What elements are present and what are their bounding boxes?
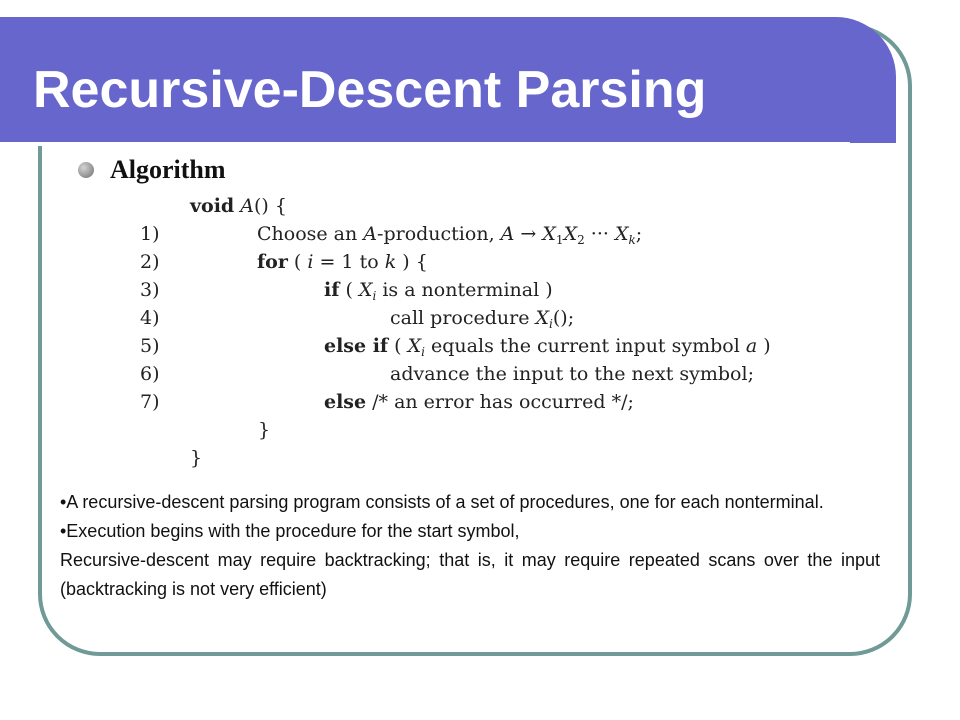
code-line-1: Choose an A-production, $A \to X_1X_2$ ··· $X_k$; xyxy=(257,223,643,247)
line-number-2: 2) xyxy=(140,251,160,273)
code-line-3: if ( $X_i$ is a nonterminal ) xyxy=(324,279,553,303)
note-1: •A recursive-descent parsing program consists of a set of procedures, one for each nonterminal. xyxy=(60,492,824,512)
note-2: •Execution begins with the procedure for the start symbol, xyxy=(60,521,520,541)
line-number-6: 6) xyxy=(140,363,160,385)
slide-title: Recursive-Descent Parsing xyxy=(33,61,707,119)
code-line-4: call procedure $X_i()$; xyxy=(390,307,575,331)
code-outer-close: } xyxy=(190,447,203,469)
bullet-heading: Algorithm xyxy=(110,155,226,184)
code-header: void A() { xyxy=(190,195,287,217)
code-header-keyword: void xyxy=(190,195,235,217)
line-number-3: 3) xyxy=(140,279,160,301)
line-number-1: 1) xyxy=(140,223,160,245)
code-line-2: for ( i = 1 to k ) { xyxy=(257,251,428,273)
code-line-5: else if ( $X_i$ equals the current input symbol a ) xyxy=(324,335,771,359)
line-number-7: 7) xyxy=(140,391,160,413)
code-line-6: advance the input to the next symbol; xyxy=(390,363,754,385)
code-inner-close: } xyxy=(258,419,271,441)
line-number-5: 5) xyxy=(140,335,160,357)
code-line-7: else /* an error has occurred */; xyxy=(324,391,634,413)
line-number-4: 4) xyxy=(140,307,160,329)
note-3: Recursive-descent may require backtracking; that is, it may require repeated scans over the input (backtracking is not very efficient) xyxy=(60,550,880,599)
notes xyxy=(60,488,880,604)
